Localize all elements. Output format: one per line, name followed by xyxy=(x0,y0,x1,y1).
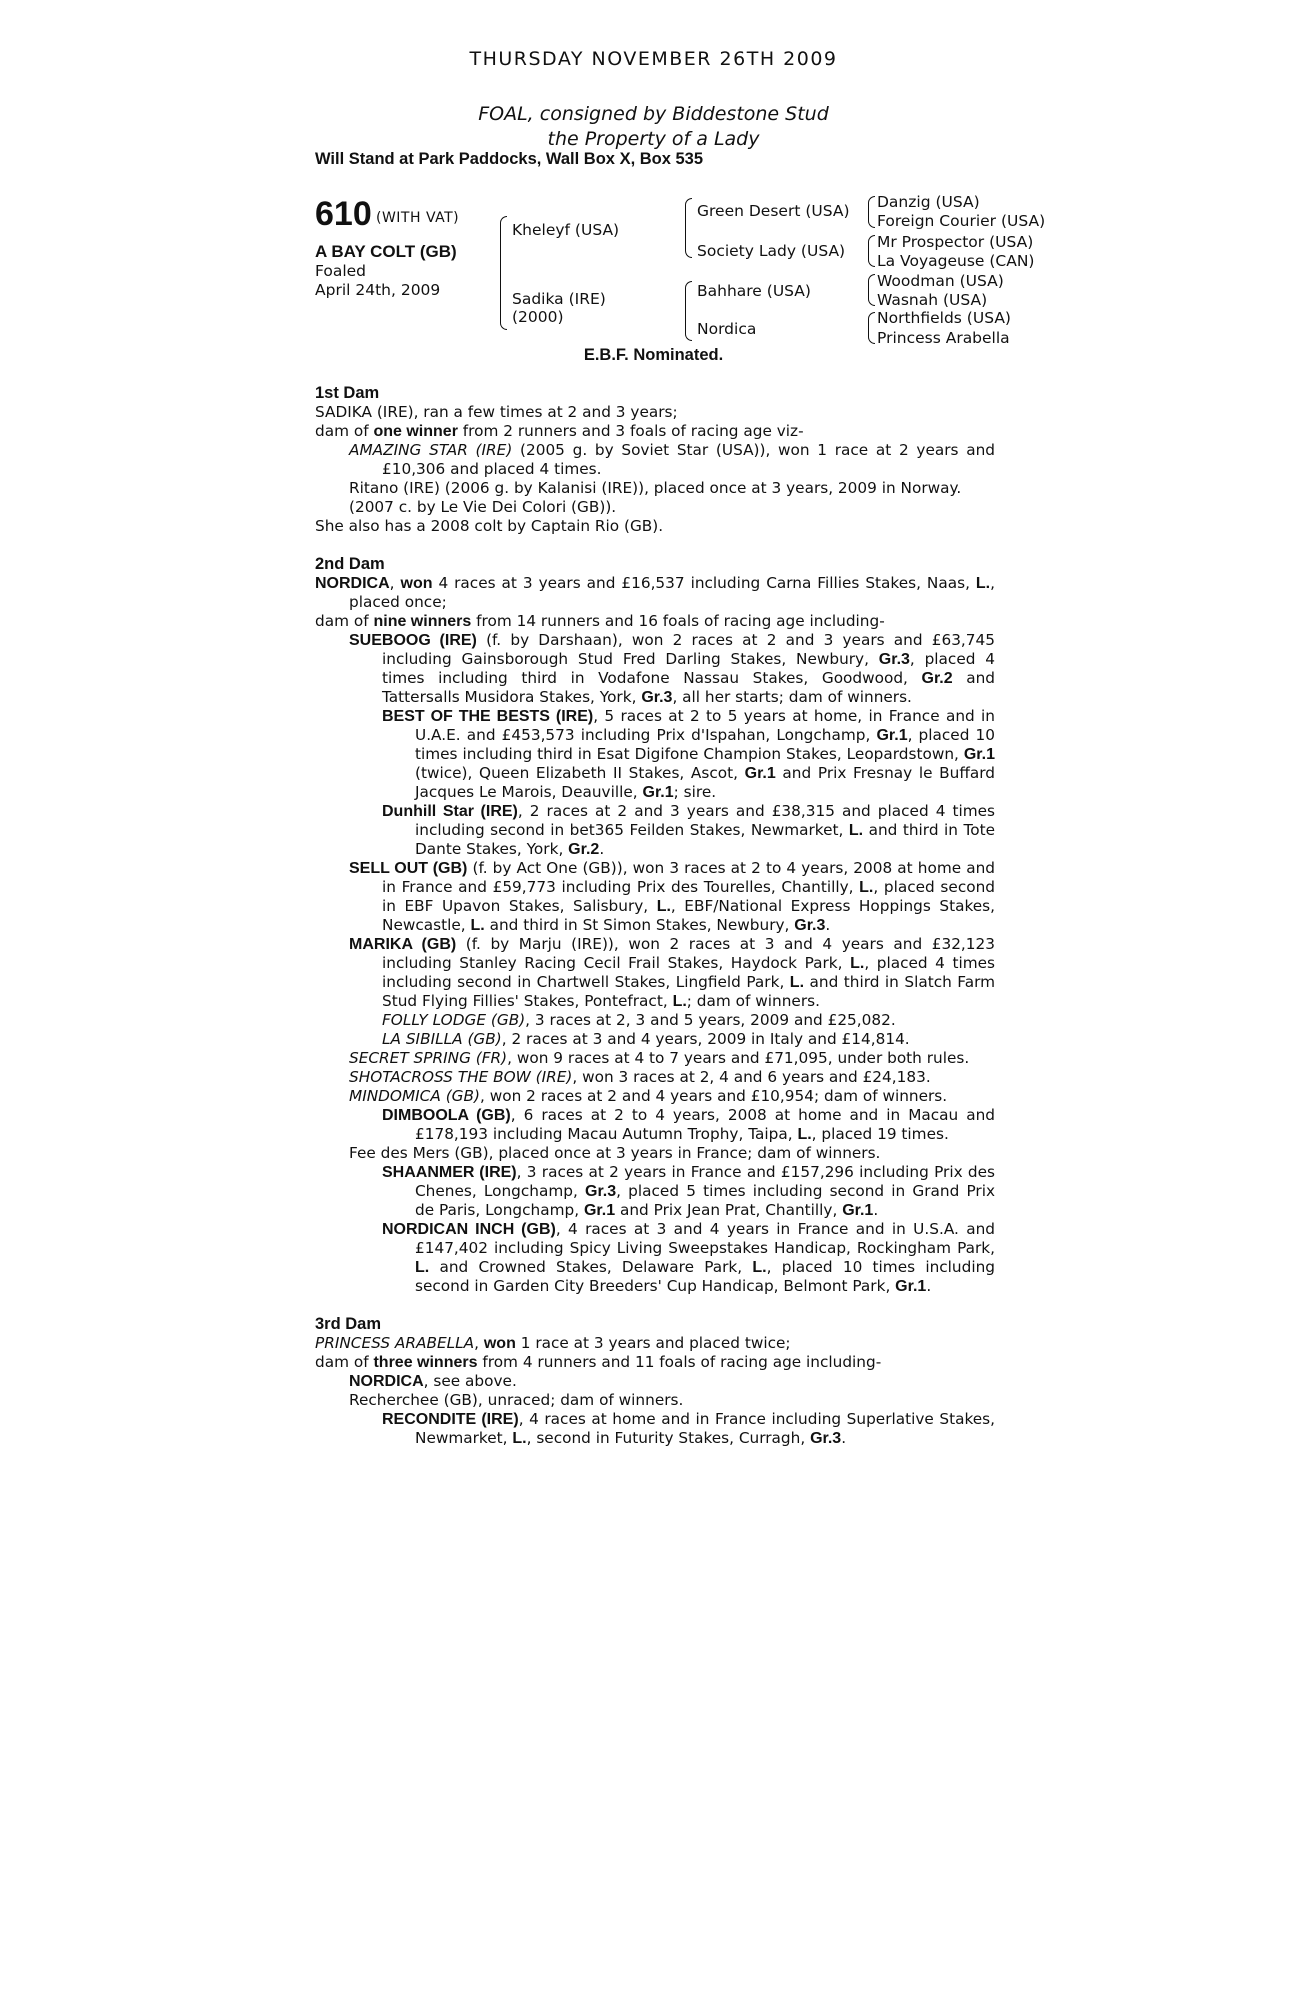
bracket-ds xyxy=(868,274,875,306)
produce-entry: NORDICA, see above. xyxy=(349,1372,517,1390)
vat-note: (WITH VAT) xyxy=(376,210,460,226)
produce-entry: (2007 c. by Le Vie Dei Colori (GB)). xyxy=(349,498,617,516)
ebf-nominated: E.B.F. Nominated. xyxy=(583,346,724,364)
produce-entry: SHAANMER (IRE), 3 races at 2 years in France and £157,296 including Prix des Chenes, Longchamp, Gr.3, placed 5 times including second in Grand Prix de Paris, Longchamp, Gr.1 and Prix Jean Prat, Chantilly, Gr.1. xyxy=(382,1163,996,1219)
ddd: Princess Arabella xyxy=(877,329,1010,347)
produce-entry: Ritano (IRE) (2006 g. by Kalanisi (IRE)), placed once at 3 years, 2009 in Norway. xyxy=(349,479,962,497)
consignor-line-2: the Property of a Lady xyxy=(547,128,760,150)
third-dam-section xyxy=(315,1315,995,1448)
consignor xyxy=(0,102,1307,152)
produce-entry: NORDICAN INCH (GB), 4 races at 3 and 4 years in France and in U.S.A. and £147,402 including Spicy Living Sweepstakes Handicap, Rockingham Park, L. and Crowned Stakes, Delaware Park, L., placed 10 times including second in Garden City Breeders' Cup Handicap, Belmont Park, Gr.1. xyxy=(382,1220,995,1295)
dam xyxy=(512,290,606,326)
produce-entry: LA SIBILLA (GB), 2 races at 3 and 4 years, 2009 in Italy and £14,814. xyxy=(382,1030,910,1048)
first-dam-note: She also has a 2008 colt by Captain Rio (GB). xyxy=(315,517,664,535)
sale-date: THURSDAY NOVEMBER 26TH 2009 xyxy=(469,48,838,70)
bracket-sire xyxy=(685,198,692,258)
stand-location: Will Stand at Park Paddocks, Wall Box X, Box 535 xyxy=(315,150,704,168)
ssd: Foreign Courier (USA) xyxy=(877,212,1046,230)
produce-entry: BEST OF THE BESTS (IRE), 5 races at 2 to 5 years at home, in France and in U.A.E. and £453,573 including Prix d'Ispahan, Longchamp, Gr.1, placed 10 times including third in Esat Digifone Champion Stakes, Leopardstown, Gr.1 (twice), Queen Elizabeth II Stakes, Ascot, Gr.1 and Prix Fresnay le Buffard Jacques Le Marois, Deauville, Gr.1; sire. xyxy=(382,707,995,801)
produce-entry: DIMBOOLA (GB), 6 races at 2 to 4 years, 2008 at home and in Macau and £178,193 including Macau Autumn Trophy, Taipa, L., placed 19 times. xyxy=(382,1106,996,1143)
catalogue-body xyxy=(315,384,995,1448)
second-dam-produce: dam of nine winners from 14 runners and 16 foals of racing age including- xyxy=(315,612,885,630)
produce-entry: MINDOMICA (GB), won 2 races at 2 and 4 years and £10,954; dam of winners. xyxy=(349,1087,948,1105)
third-dam-produce: dam of three winners from 4 runners and 11 foals of racing age including- xyxy=(315,1353,882,1371)
sdd: La Voyageuse (CAN) xyxy=(877,252,1035,270)
sire: Kheleyf (USA) xyxy=(512,221,620,239)
bracket-dam xyxy=(685,281,692,341)
produce-entry: Recherchee (GB), unraced; dam of winners. xyxy=(349,1391,684,1409)
second-dam-line: NORDICA, won 4 races at 3 years and £16,537 including Carna Fillies Stakes, Naas, L., placed once; xyxy=(315,574,995,611)
foaled-date: April 24th, 2009 xyxy=(315,281,441,299)
third-dam-heading: 3rd Dam xyxy=(315,1315,382,1333)
produce-entry: Fee des Mers (GB), placed once at 3 years in France; dam of winners. xyxy=(349,1144,881,1162)
first-dam-heading: 1st Dam xyxy=(315,384,380,402)
third-dam-line: PRINCESS ARABELLA, won 1 race at 3 years and placed twice; xyxy=(315,1334,791,1352)
produce-entry: SUEBOOG (IRE) (f. by Darshaan), won 2 races at 2 and 3 years and £63,745 including Gainsborough Stud Fred Darling Stakes, Newbury, Gr.3, placed 4 times including third in Vodafone Nassau Stakes, Goodwood, Gr.2 and Tattersalls Musidora Stakes, York, Gr.3, all her starts; dam of winners. xyxy=(349,631,995,706)
bracket-main xyxy=(500,216,507,330)
sire-sire: Green Desert (USA) xyxy=(697,202,850,220)
dam-year: (2000) xyxy=(512,308,564,326)
consignor-line-1: FOAL, consigned by Biddestone Stud xyxy=(478,103,829,125)
produce-entry: SECRET SPRING (FR), won 9 races at 4 to 7 years and £71,095, under both rules. xyxy=(349,1049,970,1067)
dam-dam: Nordica xyxy=(697,320,757,338)
sss: Danzig (USA) xyxy=(877,193,980,211)
first-dam-section xyxy=(315,384,995,536)
bracket-ss xyxy=(868,196,875,228)
dds: Northfields (USA) xyxy=(877,309,1011,327)
sire-dam: Society Lady (USA) xyxy=(697,242,846,260)
produce-entry: AMAZING STAR (IRE) (2005 g. by Soviet Star (USA)), won 1 race at 2 years and £10,306 and placed 4 times. xyxy=(349,441,996,478)
bracket-dd xyxy=(868,312,875,344)
second-dam-section xyxy=(315,555,995,1296)
dsd: Wasnah (USA) xyxy=(877,291,988,309)
produce-entry: MARIKA (GB) (f. by Marju (IRE)), won 2 races at 3 and 4 years and £32,123 including Stanley Racing Cecil Frail Stakes, Haydock Park, L., placed 4 times including second in Chartwell Stakes, Lingfield Park, L. and third in Slatch Farm Stud Flying Fillies' Stakes, Pontefract, L.; dam of winners. xyxy=(349,935,995,1010)
second-dam-heading: 2nd Dam xyxy=(315,555,385,573)
produce-entry: RECONDITE (IRE), 4 races at home and in France including Superlative Stakes, Newmarket, L., second in Futurity Stakes, Curragh, Gr.3. xyxy=(382,1410,996,1447)
produce-entry: FOLLY LODGE (GB), 3 races at 2, 3 and 5 years, 2009 and £25,082. xyxy=(382,1011,896,1029)
bracket-sd xyxy=(868,235,875,267)
lot-title: A BAY COLT (GB) xyxy=(315,242,457,261)
foaled-label: Foaled xyxy=(315,262,367,280)
dam-sire: Bahhare (USA) xyxy=(697,282,811,300)
sds: Mr Prospector (USA) xyxy=(877,233,1034,251)
first-dam-line: SADIKA (IRE), ran a few times at 2 and 3 years; xyxy=(315,403,678,421)
lot-number: 610 xyxy=(315,195,372,233)
dam-name: Sadika (IRE) xyxy=(512,290,606,308)
foaled-info xyxy=(315,262,440,300)
dss: Woodman (USA) xyxy=(877,272,1004,290)
produce-entry: SHOTACROSS THE BOW (IRE), won 3 races at 2, 4 and 6 years and £24,183. xyxy=(349,1068,931,1086)
first-dam-produce: dam of one winner from 2 runners and 3 foals of racing age viz- xyxy=(315,422,804,440)
produce-entry: SELL OUT (GB) (f. by Act One (GB)), won 3 races at 2 to 4 years, 2008 at home and in France and £59,773 including Prix des Tourelles, Chantilly, L., placed second in EBF Upavon Stakes, Salisbury, L., EBF/National Express Hoppings Stakes, Newcastle, L. and third in St Simon Stakes, Newbury, Gr.3. xyxy=(349,859,996,934)
produce-entry: Dunhill Star (IRE), 2 races at 2 and 3 years and £38,315 and placed 4 times including second in bet365 Feilden Stakes, Newmarket, L. and third in Tote Dante Stakes, York, Gr.2. xyxy=(382,802,996,858)
